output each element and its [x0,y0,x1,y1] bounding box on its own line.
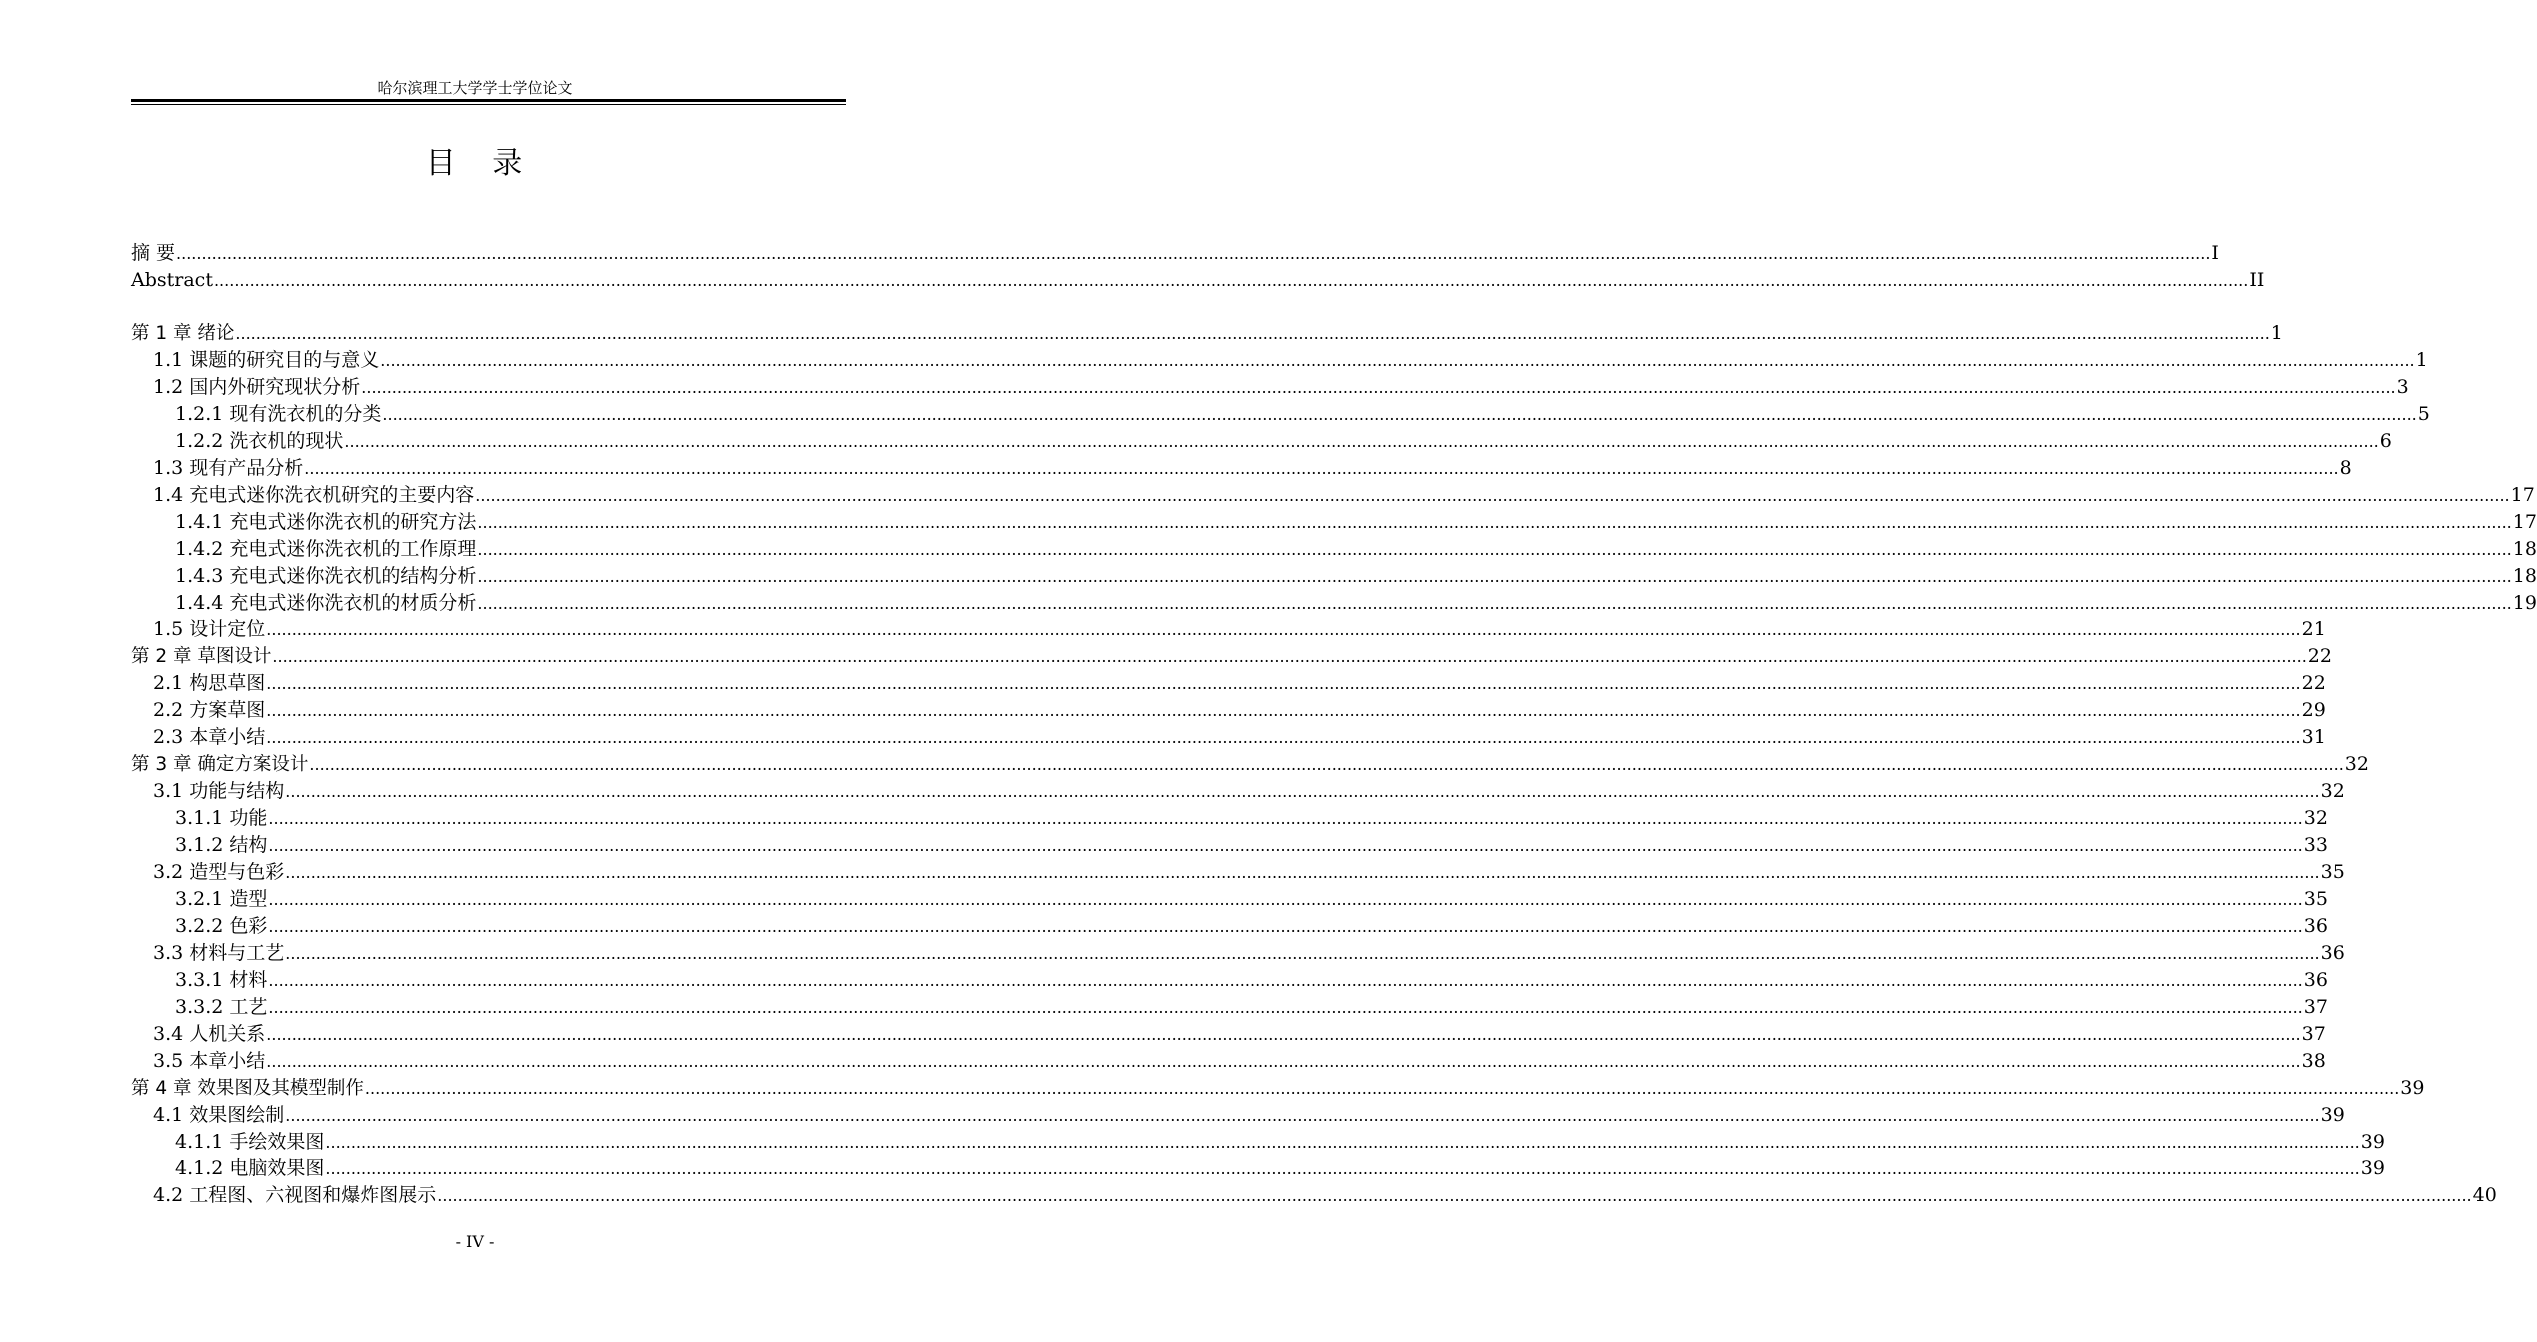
toc-entry-label: 3.4 人机关系 [153,1022,266,1045]
toc-entry-page: 8 [2339,456,2352,479]
toc-entry-label: 3.2 造型与色彩 [153,861,285,883]
toc-leader-dots: ................................................................................................................................................................................................................................................................................................................................................................................................................ [213,271,2249,290]
toc-entry[interactable] [131,509,2537,536]
toc-entry[interactable] [131,913,2328,940]
toc-entry-label: 3.5 本章小结 [153,1049,266,1072]
toc-entry-page: 36 [2303,968,2328,991]
toc-entry[interactable] [131,1102,2345,1129]
toc-entry-page: 35 [2320,861,2345,883]
toc-entry-page: 31 [2301,726,2326,749]
toc-leader-dots: ................................................................................................................................................................................................................................................................................................................................................................................................................ [268,889,2303,909]
toc-leader-dots: ................................................................................................................................................................................................................................................................................................................................................................................................................ [268,809,2303,829]
toc-entry[interactable] [131,670,2326,697]
toc-leader-dots: ................................................................................................................................................................................................................................................................................................................................................................................................................ [285,1105,2320,1125]
toc-entry-page: 18 [2512,564,2537,587]
toc-entry-label: 1.2.1 现有洗衣机的分类 [175,402,382,425]
toc-leader-dots: ................................................................................................................................................................................................................................................................................................................................................................................................................ [268,916,2303,936]
toc-entry-page: 39 [2400,1076,2425,1099]
toc-entry-label: 1.4.2 充电式迷你洗衣机的工作原理 [175,537,477,560]
toc-entry-page: 17 [2512,510,2537,533]
toc-entry[interactable] [131,697,2326,724]
toc-entry[interactable] [131,590,2537,617]
toc-entry[interactable] [131,1075,2425,1102]
toc-entry-label: 3.2.1 造型 [175,887,268,910]
toc-entry-label: 1.1 课题的研究目的与意义 [153,348,380,371]
toc-entry-page: 33 [2303,834,2328,857]
toc-entry-page: 35 [2303,887,2328,910]
toc-leader-dots: ................................................................................................................................................................................................................................................................................................................................................................................................................ [272,647,2307,667]
toc-leader-dots: ................................................................................................................................................................................................................................................................................................................................................................................................................ [380,350,2415,370]
toc-entry-page: 39 [2320,1103,2345,1126]
toc-entry[interactable] [131,320,2283,347]
running-header: 哈尔滨理工大学学士学位论文 [377,79,573,97]
toc-leader-dots: ................................................................................................................................................................................................................................................................................................................................................................................................................ [266,620,2301,640]
toc-entry-page: 19 [2512,591,2537,614]
toc-entry[interactable] [131,1155,2385,1182]
toc-entry-label: 1.5 设计定位 [153,618,266,641]
toc-leader-dots: ................................................................................................................................................................................................................................................................................................................................................................................................................ [382,404,2417,424]
toc-entry-page: 32 [2320,780,2345,803]
toc-leader-dots: ................................................................................................................................................................................................................................................................................................................................................................................................................ [477,539,2512,559]
toc-leader-dots: ................................................................................................................................................................................................................................................................................................................................................................................................................ [266,728,2301,748]
toc-entry-label: 第 1 章 绪论 [131,323,235,344]
toc-entry-label: 4.1.2 电脑效果图 [175,1157,325,1180]
toc-entry[interactable] [131,1021,2326,1048]
toc-entry[interactable] [131,374,2409,401]
toc-leader-dots: ................................................................................................................................................................................................................................................................................................................................................................................................................ [285,863,2320,882]
toc-entry[interactable] [131,1048,2326,1075]
toc-entry[interactable] [131,428,2392,455]
toc-entry-page: I [2211,242,2219,264]
toc-entry-page: 29 [2301,699,2326,722]
toc-leader-dots: ................................................................................................................................................................................................................................................................................................................................................................................................................ [268,970,2303,990]
toc-entry-label: 摘 要 [131,242,176,264]
toc-leader-dots: ................................................................................................................................................................................................................................................................................................................................................................................................................ [361,377,2396,397]
toc-entry-page: 22 [2301,672,2326,695]
toc-entry-label: 第 3 章 确定方案设计 [131,754,309,776]
toc-entry-label: 1.2.2 洗衣机的现状 [175,429,344,452]
header-rule-thin [131,104,846,105]
toc-leader-dots: ................................................................................................................................................................................................................................................................................................................................................................................................................ [325,1132,2360,1152]
toc-leader-dots: ................................................................................................................................................................................................................................................................................................................................................................................................................ [309,755,2344,775]
toc-entry-label: 2.1 构思草图 [153,672,266,695]
toc-entry-page: 36 [2303,914,2328,937]
toc-entry[interactable] [131,1129,2385,1156]
toc-entry-label: 1.4 充电式迷你洗衣机研究的主要内容 [153,483,475,506]
toc-entry-page: II [2249,269,2265,291]
toc-leader-dots: ................................................................................................................................................................................................................................................................................................................................................................................................................ [477,512,2512,532]
toc-entry-label: 1.4.3 充电式迷你洗衣机的结构分析 [175,564,477,587]
toc-entry[interactable] [131,267,2265,294]
toc-entry-page: 3 [2396,375,2409,398]
header-rule-thick [131,99,846,102]
toc-entry[interactable] [131,940,2345,967]
toc-entry[interactable] [131,886,2328,913]
toc-entry-label: 1.2 国内外研究现状分析 [153,375,361,398]
toc-leader-dots: ................................................................................................................................................................................................................................................................................................................................................................................................................ [437,1186,2472,1206]
toc-entry[interactable] [131,563,2537,590]
toc-leader-dots: ................................................................................................................................................................................................................................................................................................................................................................................................................ [266,674,2301,694]
toc-leader-dots: ................................................................................................................................................................................................................................................................................................................................................................................................................ [364,1078,2400,1098]
toc-entry-page: 39 [2360,1130,2385,1153]
toc-entry-label: 1.3 现有产品分析 [153,456,304,479]
toc-entry-label: 3.1.2 结构 [175,834,268,857]
toc-entry-label: Abstract [131,269,213,291]
toc-entry-page: 1 [2415,348,2428,371]
toc-entry-page: 5 [2417,402,2430,425]
toc-entry[interactable] [131,643,2332,670]
toc-leader-dots: ................................................................................................................................................................................................................................................................................................................................................................................................................ [285,943,2320,963]
toc-entry-label: 第 2 章 草图设计 [131,646,272,668]
toc-entry-label: 3.1.1 功能 [175,807,268,830]
toc-entry[interactable] [131,482,2535,509]
toc-leader-dots: ................................................................................................................................................................................................................................................................................................................................................................................................................ [344,431,2379,451]
toc-entry-page: 1 [2270,322,2283,344]
toc-leader-dots: ................................................................................................................................................................................................................................................................................................................................................................................................................ [268,997,2303,1017]
toc-entry-page: 38 [2301,1049,2326,1072]
toc-entry-label: 第 4 章 效果图及其模型制作 [131,1077,364,1099]
toc-entry-label: 3.1 功能与结构 [153,780,285,803]
toc-entry-page: 32 [2303,807,2328,830]
toc-entry[interactable] [131,778,2345,805]
toc-entry-page: 6 [2379,429,2392,452]
toc-entry[interactable] [131,347,2428,374]
toc-leader-dots: ................................................................................................................................................................................................................................................................................................................................................................................................................ [176,244,2211,263]
toc-leader-dots: ................................................................................................................................................................................................................................................................................................................................................................................................................ [266,1024,2301,1044]
toc-entry[interactable] [131,994,2328,1021]
page-number: - IV - [455,1232,495,1251]
toc-entry-label: 2.2 方案草图 [153,699,266,722]
toc-entry-page: 37 [2301,1022,2326,1045]
toc-entry-label: 1.4.1 充电式迷你洗衣机的研究方法 [175,510,477,533]
toc-entry-page: 40 [2472,1184,2497,1207]
toc-leader-dots: ................................................................................................................................................................................................................................................................................................................................................................................................................ [475,485,2510,505]
toc-entry-page: 37 [2303,995,2328,1018]
toc-entry[interactable] [131,616,2326,643]
toc-entry[interactable] [131,536,2537,563]
toc-entry[interactable] [131,832,2328,859]
toc-leader-dots: ................................................................................................................................................................................................................................................................................................................................................................................................................ [477,566,2512,586]
toc-leader-dots: ................................................................................................................................................................................................................................................................................................................................................................................................................ [266,701,2301,721]
page-title: 目 录 [425,146,525,181]
toc-entry[interactable] [131,401,2430,428]
toc-entry-label: 4.1 效果图绘制 [153,1103,285,1126]
toc-entry[interactable] [131,967,2328,994]
toc-entry-label: 4.2 工程图、六视图和爆炸图展示 [153,1184,437,1207]
toc-entry-page: 21 [2301,618,2326,641]
toc-entry[interactable] [131,455,2352,482]
toc-leader-dots: ................................................................................................................................................................................................................................................................................................................................................................................................................ [266,1051,2301,1071]
toc-entry-page: 18 [2512,537,2537,560]
toc-leader-dots: ................................................................................................................................................................................................................................................................................................................................................................................................................ [268,836,2303,856]
toc-entry-page: 22 [2307,645,2332,668]
toc-entry-label: 3.3.1 材料 [175,968,268,991]
toc-leader-dots: ................................................................................................................................................................................................................................................................................................................................................................................................................ [235,324,2270,343]
toc-leader-dots: ................................................................................................................................................................................................................................................................................................................................................................................................................ [285,782,2320,802]
toc-entry[interactable] [131,1182,2497,1209]
toc-entry[interactable] [131,751,2369,778]
toc-entry-page: 17 [2510,483,2535,506]
toc-entry-label: 3.3 材料与工艺 [153,941,285,964]
toc-entry-page: 39 [2360,1157,2385,1180]
toc-entry-page: 36 [2320,941,2345,964]
toc-entry-page: 32 [2344,753,2369,776]
toc-leader-dots: ................................................................................................................................................................................................................................................................................................................................................................................................................ [325,1159,2360,1179]
toc-entry-label: 3.2.2 色彩 [175,914,268,937]
toc-entry-label: 3.3.2 工艺 [175,995,268,1018]
toc-entry[interactable] [131,805,2328,832]
toc-entry[interactable] [131,240,2219,267]
toc-entry[interactable] [131,859,2345,886]
toc-entry[interactable] [131,724,2326,751]
toc-entry-label: 2.3 本章小结 [153,726,266,749]
toc-leader-dots: ................................................................................................................................................................................................................................................................................................................................................................................................................ [477,593,2512,613]
toc-leader-dots: ................................................................................................................................................................................................................................................................................................................................................................................................................ [304,458,2339,478]
toc-entry-label: 1.4.4 充电式迷你洗衣机的材质分析 [175,591,477,614]
toc-entry-label: 4.1.1 手绘效果图 [175,1130,325,1153]
